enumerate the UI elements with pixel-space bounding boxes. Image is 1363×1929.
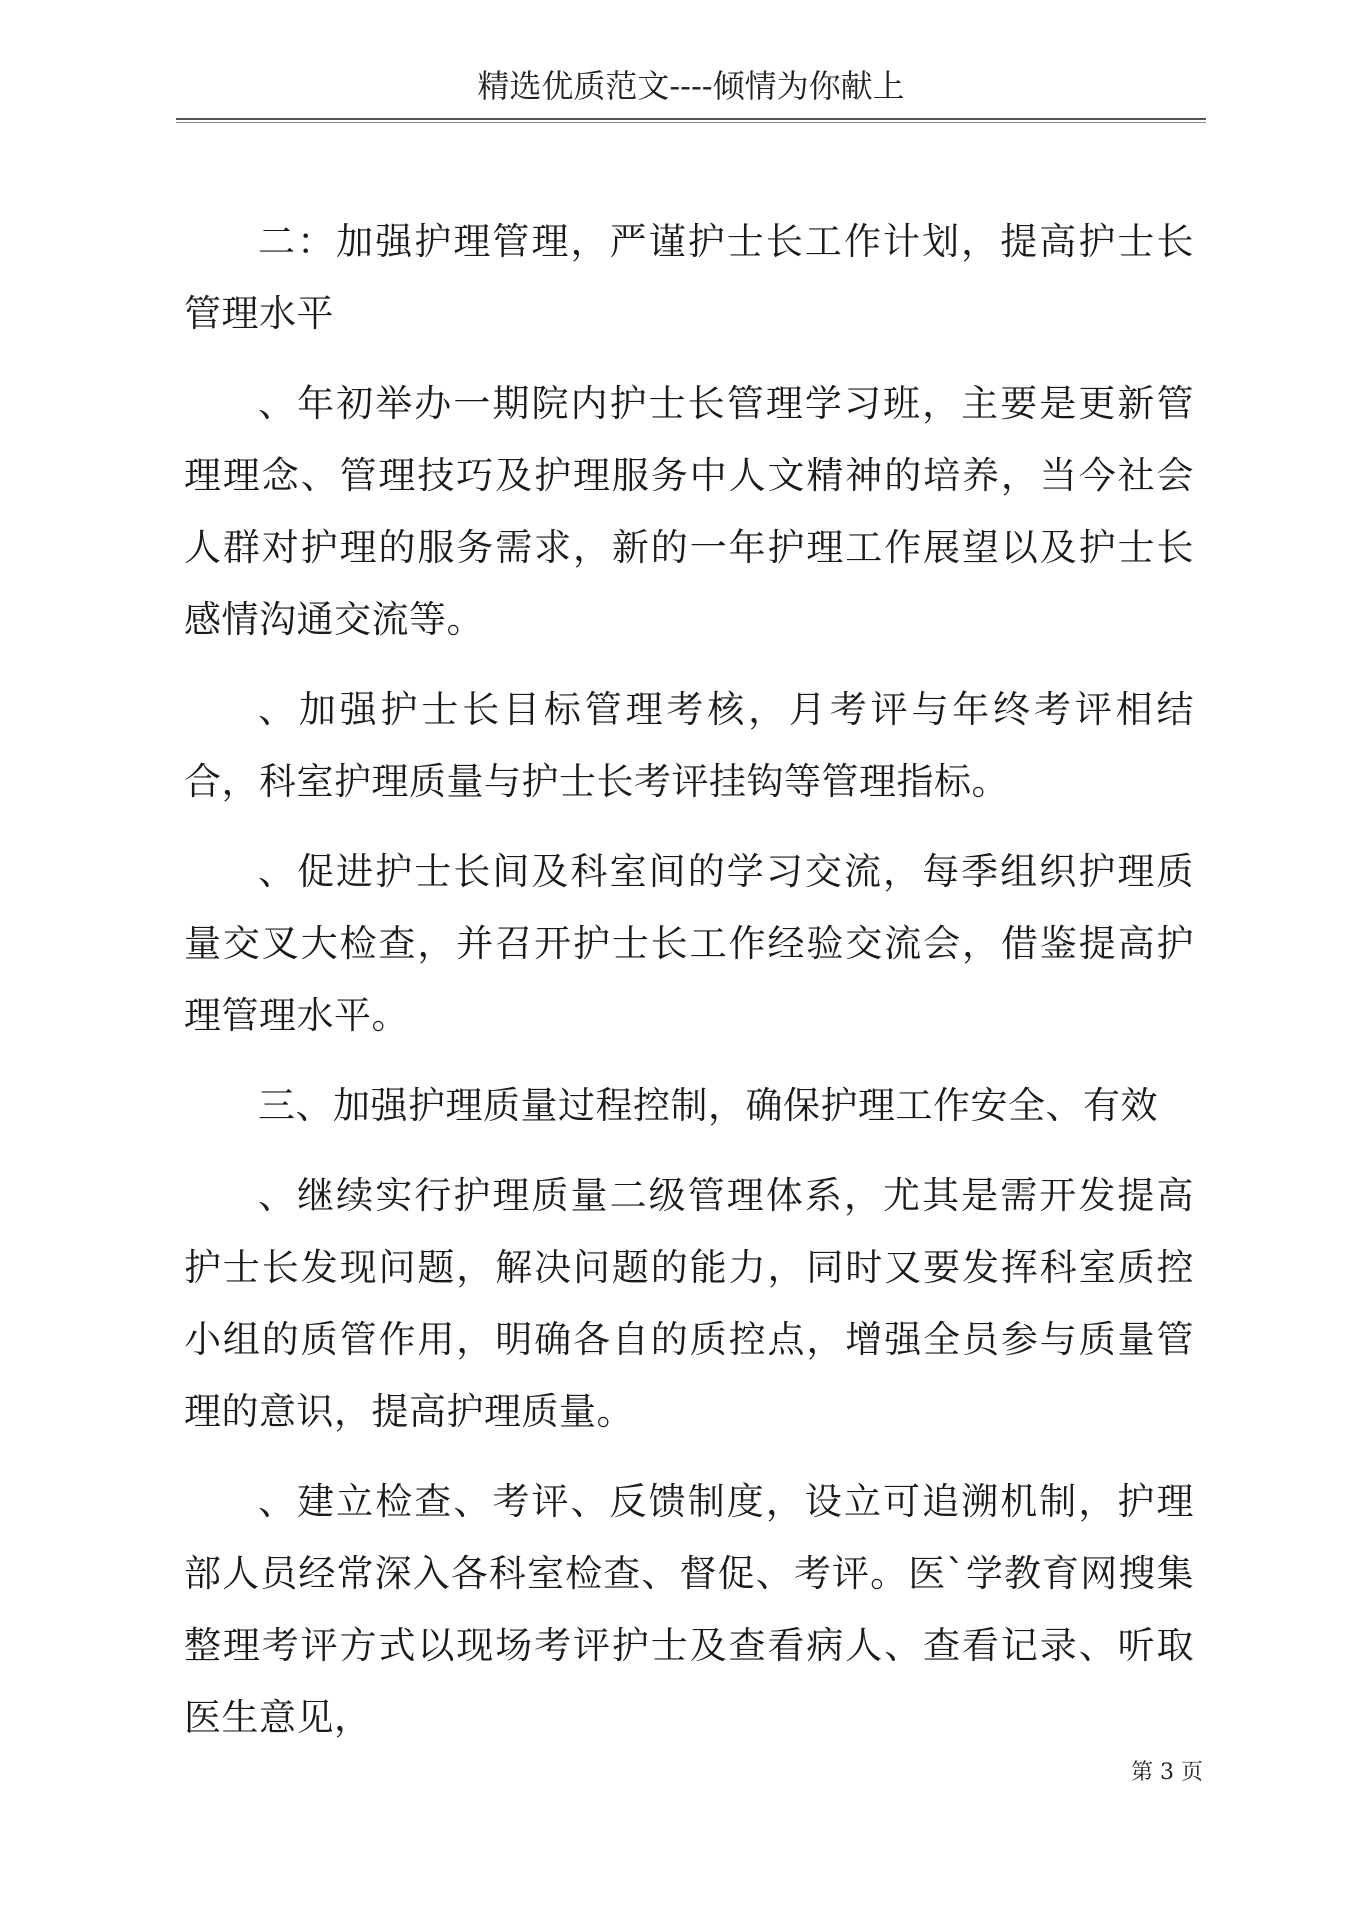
header-divider <box>176 118 1206 123</box>
section-heading-2: 二：加强护理管理，严谨护士长工作计划，提高护士长管理水平 <box>184 220 1194 335</box>
page-header-title: 精选优质范文----倾情为你献上 <box>477 67 905 105</box>
paragraph-training-class: 、年初举办一期院内护士长管理学习班，主要是更新管理理念、管理技巧及护理服务中人文精神的培养，当今社会人群对护理的服务需求，新的一年护理工作展望以及护士长感情沟通交流等。 <box>184 382 1194 641</box>
paragraph-target-assessment: 、加强护士长目标管理考核，月考评与年终考评相结合，科室护理质量与护士长考评挂钩等管理指标。 <box>184 688 1194 803</box>
section-heading-3: 三、加强护理质量过程控制，确保护理工作安全、有效 <box>258 1084 1158 1127</box>
paragraph-inspection-system: 、建立检查、考评、反馈制度，设立可追溯机制，护理部人员经常深入各科室检查、督促、考评。医`学教育网搜集整理考评方式以现场考评护士及查看病人、查看记录、听取医生意见， <box>184 1480 1194 1739</box>
page-number: 第 3 页 <box>1131 1760 1203 1785</box>
paragraph-quality-system: 、继续实行护理质量二级管理体系，尤其是需开发提高护士长发现问题，解决问题的能力，同时又要发挥科室质控小组的质管作用，明确各自的质控点，增强全员参与质量管理的意识，提高护理质量。 <box>184 1174 1194 1433</box>
paragraph-exchange: 、促进护士长间及科室间的学习交流，每季组织护理质量交叉大检查，并召开护士长工作经验交流会，借鉴提高护理管理水平。 <box>184 850 1194 1037</box>
document-body <box>184 206 1194 1772</box>
